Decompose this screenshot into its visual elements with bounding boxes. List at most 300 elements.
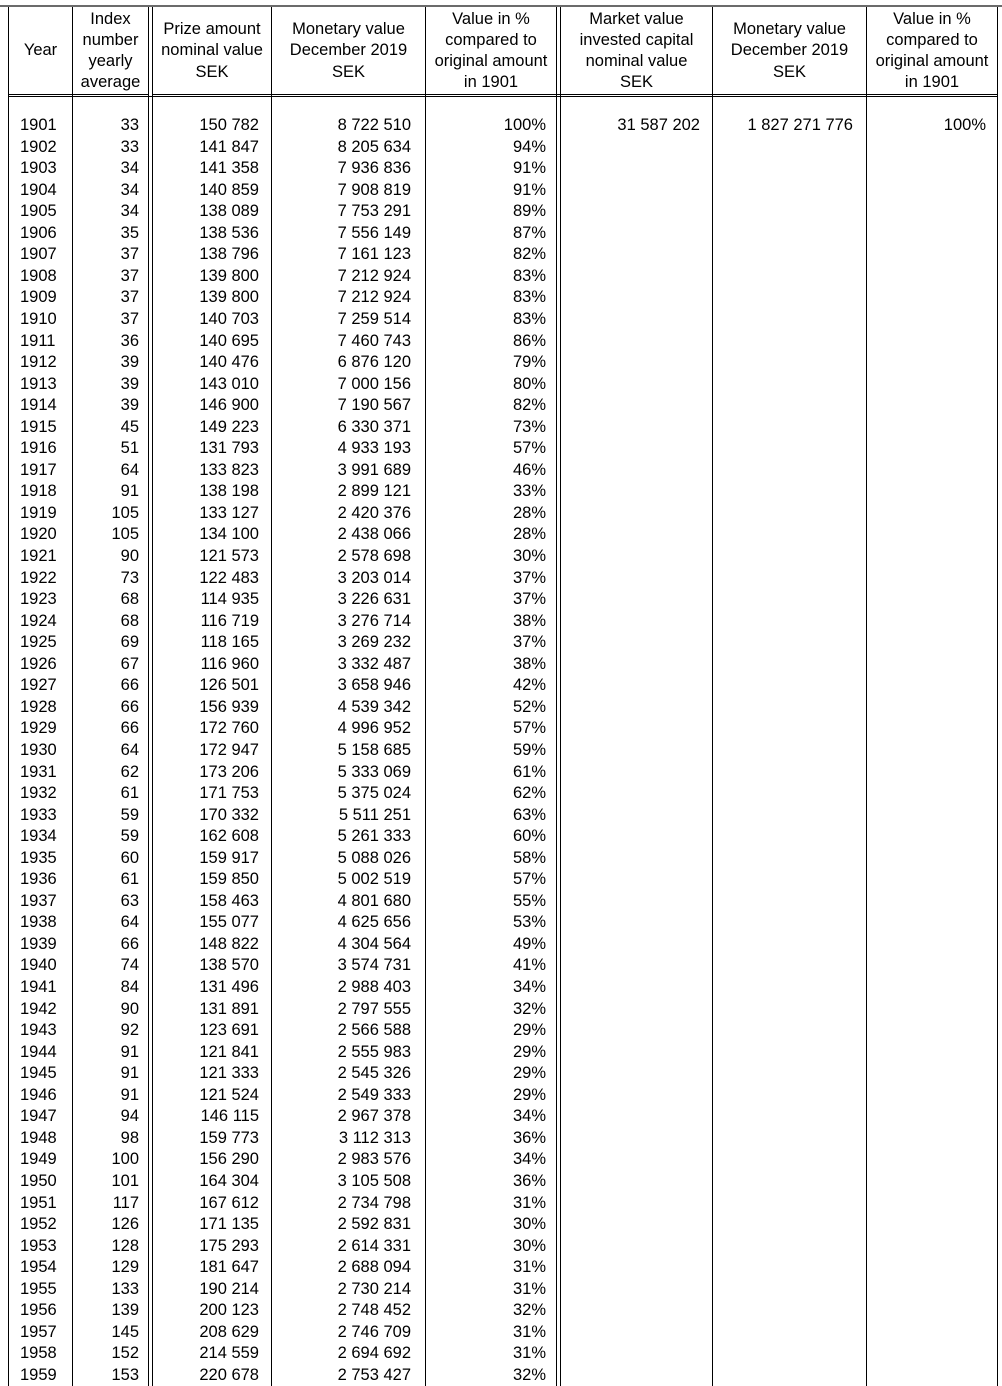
cell-monetary-value: 2 730 214 (337, 1279, 411, 1298)
cell-value-percent: 29% (512, 1064, 546, 1083)
cell-year: 1933 (20, 805, 57, 824)
cell-index-number: 128 (111, 1236, 139, 1255)
cell-prize-amount: 146 900 (199, 396, 259, 415)
cell-index-number: 64 (120, 460, 139, 479)
cell-monetary-value: 2 899 121 (337, 482, 411, 501)
cell-value-percent: 34% (512, 1107, 546, 1126)
cell-index-number: 126 (111, 1215, 139, 1234)
header-market-value: Market value invested capital nominal value SEK (579, 9, 694, 92)
cell-index-number: 91 (120, 1042, 139, 1061)
cell-value-percent: 36% (512, 1171, 546, 1190)
cell-prize-amount: 140 703 (199, 309, 259, 328)
column-divider (8, 7, 9, 1386)
cell-year: 1943 (20, 1021, 57, 1040)
cell-value-percent: 31% (512, 1322, 546, 1341)
cell-monetary-value: 2 748 452 (337, 1301, 411, 1320)
cell-value-percent: 34% (512, 978, 546, 996)
cell-index-number: 90 (120, 999, 139, 1018)
cell-value-percent: 36% (512, 1128, 546, 1147)
cell-prize-amount: 121 524 (199, 1085, 259, 1104)
cell-monetary-value: 2 555 983 (337, 1042, 411, 1061)
cell-index-number: 33 (120, 116, 139, 134)
cell-value-percent: 38% (512, 654, 546, 673)
header-capital-value-percent: Value in % compared to original amount in 1901 (875, 9, 989, 92)
cell-monetary-value: 4 801 680 (337, 891, 411, 910)
cell-prize-amount: 133 127 (199, 503, 259, 522)
cell-prize-amount: 155 077 (199, 913, 259, 932)
cell-monetary-value: 2 746 709 (337, 1322, 411, 1341)
cell-year: 1945 (20, 1064, 57, 1083)
cell-prize-amount: 116 960 (200, 654, 259, 673)
cell-value-percent: 62% (512, 784, 546, 803)
cell-prize-amount: 123 691 (199, 1021, 259, 1040)
cell-value-percent: 33% (512, 482, 546, 501)
cell-prize-amount: 158 463 (199, 891, 259, 910)
cell-prize-amount: 139 800 (199, 266, 259, 285)
cell-index-number: 92 (120, 1021, 139, 1040)
cell-index-number: 94 (120, 1107, 139, 1126)
cell-year: 1926 (20, 654, 57, 673)
column-divider (425, 7, 426, 1386)
cell-prize-amount: 138 198 (199, 482, 259, 501)
cell-year: 1951 (20, 1193, 57, 1212)
cell-year: 1918 (20, 482, 57, 501)
cell-year: 1928 (20, 697, 57, 716)
capital-monetary-value-1901: 1 827 271 776 (747, 116, 853, 134)
cell-value-percent: 59% (512, 740, 546, 759)
cell-index-number: 153 (111, 1365, 139, 1384)
cell-year: 1947 (20, 1107, 57, 1126)
cell-index-number: 66 (120, 697, 139, 716)
column-divider (560, 7, 561, 1386)
cell-value-percent: 37% (512, 633, 546, 652)
cell-value-percent: 82% (512, 396, 546, 415)
cell-year: 1929 (20, 719, 57, 738)
cell-value-percent: 31% (512, 1344, 546, 1363)
cell-year: 1932 (20, 784, 57, 803)
cell-index-number: 37 (120, 309, 139, 328)
cell-value-percent: 32% (512, 1301, 546, 1320)
cell-value-percent: 49% (512, 934, 546, 953)
cell-year: 1936 (20, 870, 57, 889)
cell-prize-amount: 133 823 (199, 460, 259, 479)
capital-market-value-1901: 31 587 202 (617, 116, 700, 134)
cell-prize-amount: 140 695 (199, 331, 259, 350)
cell-prize-amount: 159 917 (199, 848, 259, 867)
cell-monetary-value: 2 592 831 (337, 1215, 411, 1234)
cell-prize-amount: 167 612 (199, 1193, 259, 1212)
cell-index-number: 98 (120, 1128, 139, 1147)
cell-index-number: 63 (120, 891, 139, 910)
cell-index-number: 91 (120, 482, 139, 501)
cell-prize-amount: 150 782 (199, 116, 259, 134)
cell-prize-amount: 170 332 (199, 805, 259, 824)
cell-value-percent: 52% (512, 697, 546, 716)
cell-prize-amount: 146 115 (200, 1107, 259, 1126)
header-underline (152, 94, 997, 95)
cell-prize-amount: 156 290 (199, 1150, 259, 1169)
cell-year: 1915 (20, 417, 57, 436)
cell-value-percent: 53% (512, 913, 546, 932)
cell-index-number: 64 (120, 913, 139, 932)
cell-index-number: 66 (120, 934, 139, 953)
cell-monetary-value: 7 936 836 (337, 159, 411, 178)
cell-monetary-value: 2 753 427 (337, 1365, 411, 1384)
cell-year: 1959 (20, 1365, 57, 1384)
cell-monetary-value: 2 983 576 (337, 1150, 411, 1169)
cell-index-number: 60 (120, 848, 139, 867)
cell-value-percent: 94% (512, 137, 546, 156)
cell-year: 1919 (20, 503, 57, 522)
cell-index-number: 91 (120, 1085, 139, 1104)
cell-monetary-value: 3 574 731 (337, 956, 411, 975)
cell-prize-amount: 131 793 (199, 439, 259, 458)
cell-prize-amount: 140 476 (199, 353, 259, 372)
cell-monetary-value: 7 908 819 (337, 180, 411, 199)
cell-monetary-value: 6 876 120 (337, 353, 411, 372)
cell-index-number: 152 (111, 1344, 139, 1363)
header-index-number: Index number yearly average (80, 9, 141, 92)
cell-index-number: 74 (120, 956, 139, 975)
cell-year: 1931 (20, 762, 57, 781)
cell-value-percent: 60% (512, 827, 546, 846)
cell-monetary-value: 8 722 510 (337, 116, 411, 134)
cell-prize-amount: 200 123 (199, 1301, 259, 1320)
cell-index-number: 67 (120, 654, 139, 673)
column-divider (152, 7, 153, 1386)
cell-index-number: 37 (120, 266, 139, 285)
cell-year: 1949 (20, 1150, 57, 1169)
cell-index-number: 37 (120, 245, 139, 264)
cell-value-percent: 63% (512, 805, 546, 824)
cell-monetary-value: 5 088 026 (337, 848, 411, 867)
cell-index-number: 62 (120, 762, 139, 781)
cell-monetary-value: 7 460 743 (337, 331, 411, 350)
cell-index-number: 101 (111, 1171, 139, 1190)
cell-monetary-value: 5 511 251 (338, 805, 411, 824)
cell-year: 1927 (20, 676, 57, 695)
cell-year: 1912 (20, 353, 57, 372)
cell-monetary-value: 2 545 326 (337, 1064, 411, 1083)
cell-index-number: 73 (120, 568, 139, 587)
cell-value-percent: 28% (512, 503, 546, 522)
cell-index-number: 66 (120, 676, 139, 695)
cell-value-percent: 42% (512, 676, 546, 695)
cell-prize-amount: 131 496 (199, 978, 259, 996)
cell-index-number: 39 (120, 396, 139, 415)
cell-value-percent: 82% (512, 245, 546, 264)
cell-year: 1950 (20, 1171, 57, 1190)
cell-year: 1938 (20, 913, 57, 932)
cell-value-percent: 29% (512, 1042, 546, 1061)
cell-index-number: 69 (120, 633, 139, 652)
cell-value-percent: 100% (503, 116, 546, 134)
cell-year: 1903 (20, 159, 57, 178)
cell-value-percent: 61% (512, 762, 546, 781)
cell-value-percent: 29% (512, 1021, 546, 1040)
cell-index-number: 35 (120, 223, 139, 242)
cell-index-number: 33 (120, 137, 139, 156)
cell-value-percent: 31% (512, 1279, 546, 1298)
top-border (0, 5, 1002, 7)
header-value-percent: Value in % compared to original amount in 1901 (434, 9, 548, 92)
cell-prize-amount: 214 559 (199, 1344, 259, 1363)
cell-monetary-value: 2 797 555 (337, 999, 411, 1018)
cell-prize-amount: 171 135 (199, 1215, 259, 1234)
cell-monetary-value: 6 330 371 (337, 417, 411, 436)
cell-prize-amount: 208 629 (199, 1322, 259, 1341)
cell-monetary-value: 7 212 924 (337, 288, 411, 307)
cell-monetary-value: 2 967 378 (337, 1107, 411, 1126)
cell-monetary-value: 2 734 798 (337, 1193, 411, 1212)
cell-year: 1930 (20, 740, 57, 759)
cell-value-percent: 41% (512, 956, 546, 975)
cell-value-percent: 57% (512, 870, 546, 889)
cell-index-number: 68 (120, 590, 139, 609)
cell-value-percent: 32% (512, 999, 546, 1018)
cell-value-percent: 30% (512, 547, 546, 565)
header-underline (8, 94, 148, 95)
cell-year: 1957 (20, 1322, 57, 1341)
cell-value-percent: 91% (512, 159, 546, 178)
cell-monetary-value: 2 694 692 (337, 1344, 411, 1363)
cell-year: 1906 (20, 223, 57, 242)
cell-year: 1908 (20, 266, 57, 285)
cell-value-percent: 30% (512, 1215, 546, 1234)
cell-monetary-value: 7 000 156 (337, 374, 411, 393)
cell-year: 1953 (20, 1236, 57, 1255)
cell-prize-amount: 172 947 (199, 740, 259, 759)
cell-monetary-value: 2 988 403 (337, 978, 411, 996)
cell-index-number: 37 (120, 288, 139, 307)
header-prize-amount: Prize amount nominal value SEK (161, 20, 263, 81)
header-year: Year (23, 41, 58, 60)
cell-prize-amount: 138 796 (199, 245, 259, 264)
cell-value-percent: 79% (512, 353, 546, 372)
cell-monetary-value: 5 002 519 (337, 870, 411, 889)
cell-year: 1937 (20, 891, 57, 910)
cell-year: 1924 (20, 611, 57, 630)
column-divider (271, 7, 272, 1386)
cell-monetary-value: 2 438 066 (337, 525, 411, 544)
cell-index-number: 105 (111, 503, 139, 522)
cell-year: 1941 (20, 978, 57, 996)
cell-prize-amount: 116 719 (200, 611, 259, 630)
cell-monetary-value: 2 420 376 (337, 503, 411, 522)
cell-year: 1956 (20, 1301, 57, 1320)
cell-prize-amount: 126 501 (199, 676, 259, 695)
cell-monetary-value: 4 304 564 (337, 934, 411, 953)
cell-value-percent: 83% (512, 288, 546, 307)
cell-monetary-value: 3 226 631 (337, 590, 411, 609)
cell-value-percent: 57% (512, 439, 546, 458)
column-divider (712, 7, 713, 1386)
cell-prize-amount: 149 223 (199, 417, 259, 436)
cell-value-percent: 46% (512, 460, 546, 479)
cell-index-number: 36 (120, 331, 139, 350)
cell-year: 1902 (20, 137, 57, 156)
cell-value-percent: 55% (512, 891, 546, 910)
cell-index-number: 68 (120, 611, 139, 630)
cell-prize-amount: 171 753 (199, 784, 259, 803)
cell-index-number: 90 (120, 547, 139, 565)
cell-value-percent: 31% (512, 1258, 546, 1277)
cell-year: 1946 (20, 1085, 57, 1104)
cell-prize-amount: 162 608 (199, 827, 259, 846)
cell-prize-amount: 138 089 (199, 202, 259, 221)
cell-prize-amount: 141 847 (199, 137, 259, 156)
cell-index-number: 129 (111, 1258, 139, 1277)
cell-year: 1934 (20, 827, 57, 846)
cell-year: 1925 (20, 633, 57, 652)
cell-index-number: 117 (112, 1193, 139, 1212)
cell-monetary-value: 4 933 193 (337, 439, 411, 458)
cell-prize-amount: 220 678 (199, 1365, 259, 1384)
cell-value-percent: 38% (512, 611, 546, 630)
cell-year: 1917 (20, 460, 57, 479)
cell-index-number: 45 (120, 417, 139, 436)
cell-monetary-value: 7 556 149 (337, 223, 411, 242)
cell-index-number: 34 (120, 202, 139, 221)
cell-value-percent: 80% (512, 374, 546, 393)
cell-index-number: 39 (120, 374, 139, 393)
cell-value-percent: 37% (512, 590, 546, 609)
cell-prize-amount: 172 760 (199, 719, 259, 738)
cell-index-number: 59 (120, 827, 139, 846)
cell-year: 1910 (20, 309, 57, 328)
cell-value-percent: 87% (512, 223, 546, 242)
cell-index-number: 105 (111, 525, 139, 544)
column-divider (866, 7, 867, 1386)
cell-year: 1942 (20, 999, 57, 1018)
cell-monetary-value: 5 375 024 (337, 784, 411, 803)
cell-value-percent: 28% (512, 525, 546, 544)
cell-prize-amount: 138 570 (199, 956, 259, 975)
cell-year: 1948 (20, 1128, 57, 1147)
cell-value-percent: 57% (512, 719, 546, 738)
cell-prize-amount: 190 214 (199, 1279, 259, 1298)
cell-monetary-value: 2 549 333 (337, 1085, 411, 1104)
cell-year: 1940 (20, 956, 57, 975)
cell-prize-amount: 140 859 (199, 180, 259, 199)
cell-year: 1921 (20, 547, 57, 565)
cell-index-number: 61 (120, 784, 139, 803)
cell-value-percent: 29% (512, 1085, 546, 1104)
cell-year: 1923 (20, 590, 57, 609)
cell-prize-amount: 121 333 (199, 1064, 259, 1083)
cell-monetary-value: 4 996 952 (337, 719, 411, 738)
cell-prize-amount: 181 647 (199, 1258, 259, 1277)
cell-value-percent: 83% (512, 266, 546, 285)
cell-prize-amount: 134 100 (199, 525, 259, 544)
cell-prize-amount: 143 010 (199, 374, 259, 393)
cell-year: 1904 (20, 180, 57, 199)
column-divider (148, 7, 149, 1386)
cell-index-number: 39 (120, 353, 139, 372)
cell-prize-amount: 139 800 (199, 288, 259, 307)
cell-prize-amount: 148 822 (199, 934, 259, 953)
cell-year: 1955 (20, 1279, 57, 1298)
cell-value-percent: 83% (512, 309, 546, 328)
cell-year: 1901 (20, 116, 57, 134)
cell-monetary-value: 4 625 656 (337, 913, 411, 932)
cell-index-number: 66 (120, 719, 139, 738)
cell-monetary-value: 3 203 014 (337, 568, 411, 587)
cell-index-number: 64 (120, 740, 139, 759)
cell-prize-amount: 121 573 (199, 547, 259, 565)
cell-monetary-value: 7 259 514 (337, 309, 411, 328)
column-divider (997, 7, 998, 1386)
cell-year: 1935 (20, 848, 57, 867)
cell-year: 1922 (20, 568, 57, 587)
cell-prize-amount: 159 850 (199, 870, 259, 889)
cell-prize-amount: 159 773 (199, 1128, 259, 1147)
cell-monetary-value: 5 333 069 (337, 762, 411, 781)
cell-monetary-value: 5 158 685 (337, 740, 411, 759)
cell-value-percent: 89% (512, 202, 546, 221)
cell-index-number: 59 (120, 805, 139, 824)
cell-year: 1939 (20, 934, 57, 953)
cell-year: 1914 (20, 396, 57, 415)
cell-index-number: 100 (111, 1150, 139, 1169)
cell-monetary-value: 8 205 634 (337, 137, 411, 156)
cell-year: 1916 (20, 439, 57, 458)
cell-monetary-value: 3 332 487 (337, 654, 411, 673)
cell-year: 1920 (20, 525, 57, 544)
cell-value-percent: 37% (512, 568, 546, 587)
cell-monetary-value: 7 753 291 (337, 202, 411, 221)
header-underline (8, 96, 997, 97)
cell-monetary-value: 3 276 714 (337, 611, 411, 630)
cell-monetary-value: 7 212 924 (337, 266, 411, 285)
cell-monetary-value: 3 112 313 (338, 1128, 411, 1147)
cell-year: 1958 (20, 1344, 57, 1363)
cell-year: 1909 (20, 288, 57, 307)
cell-value-percent: 34% (512, 1150, 546, 1169)
cell-prize-amount: 175 293 (199, 1236, 259, 1255)
cell-year: 1952 (20, 1215, 57, 1234)
cell-index-number: 61 (120, 870, 139, 889)
cell-monetary-value: 5 261 333 (337, 827, 411, 846)
cell-monetary-value: 7 190 567 (337, 396, 411, 415)
cell-year: 1913 (20, 374, 57, 393)
cell-value-percent: 30% (512, 1236, 546, 1255)
cell-index-number: 91 (120, 1064, 139, 1083)
cell-index-number: 34 (120, 180, 139, 199)
cell-monetary-value: 7 161 123 (337, 245, 411, 264)
cell-index-number: 133 (111, 1279, 139, 1298)
cell-index-number: 84 (120, 978, 139, 996)
cell-prize-amount: 122 483 (199, 568, 259, 587)
cell-monetary-value: 2 578 698 (337, 547, 411, 565)
column-divider (556, 7, 557, 1386)
cell-monetary-value: 2 688 094 (337, 1258, 411, 1277)
cell-prize-amount: 138 536 (199, 223, 259, 242)
cell-prize-amount: 118 165 (200, 633, 259, 652)
cell-monetary-value: 2 566 588 (337, 1021, 411, 1040)
cell-prize-amount: 121 841 (199, 1042, 259, 1061)
cell-value-percent: 73% (512, 417, 546, 436)
cell-index-number: 145 (111, 1322, 139, 1341)
cell-prize-amount: 173 206 (199, 762, 259, 781)
cell-value-percent: 31% (512, 1193, 546, 1212)
cell-value-percent: 32% (512, 1365, 546, 1384)
cell-year: 1944 (20, 1042, 57, 1061)
cell-prize-amount: 131 891 (199, 999, 259, 1018)
cell-prize-amount: 156 939 (199, 697, 259, 716)
cell-monetary-value: 3 991 689 (337, 460, 411, 479)
cell-monetary-value: 2 614 331 (337, 1236, 411, 1255)
